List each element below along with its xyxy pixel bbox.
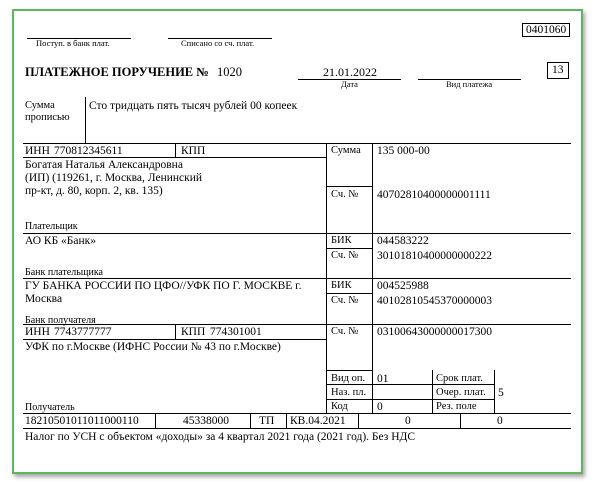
grid-line bbox=[286, 413, 287, 428]
payer-bank-account-label: Сч. № bbox=[331, 250, 359, 261]
payer-account: 40702810400000001111 bbox=[377, 189, 491, 201]
payee-name: УФК по г.Москве (ИФНС России № 43 по г.Москве) bbox=[25, 341, 281, 353]
payer-account-label: Сч. № bbox=[331, 189, 359, 200]
tax-doc-number: 0 bbox=[405, 415, 411, 427]
grid-line bbox=[23, 278, 571, 279]
payer-bank-label: Банк плательщика bbox=[25, 267, 103, 278]
grid-line bbox=[23, 413, 571, 414]
status-code: 13 bbox=[552, 64, 564, 76]
amount-words-label-1: Сумма bbox=[25, 100, 55, 111]
payee-inn-label: ИНН bbox=[25, 326, 50, 338]
received-label: Поступ. в банк плат. bbox=[36, 38, 110, 48]
grid-line bbox=[326, 248, 372, 249]
grid-line bbox=[23, 324, 571, 325]
payee-kpp-label: КПП bbox=[181, 326, 206, 338]
grid-line bbox=[358, 413, 359, 428]
payee-account-label: Сч. № bbox=[331, 326, 359, 337]
grid-line bbox=[23, 143, 571, 144]
tax-period: КВ.04.2021 bbox=[290, 415, 346, 427]
payee-bank-label: Банк получателя bbox=[25, 315, 96, 326]
amount-value: 135 000-00 bbox=[377, 145, 430, 157]
document-date: 21.01.2022 bbox=[323, 65, 377, 79]
payer-name-line: Богатая Наталья Александровна bbox=[25, 159, 183, 171]
date-label: Дата bbox=[341, 79, 358, 89]
payee-account: 03100643000000017300 bbox=[377, 326, 492, 338]
code-label: Код bbox=[331, 401, 348, 412]
oktmo: 45338000 bbox=[183, 415, 229, 427]
grid-line bbox=[494, 370, 495, 413]
code: 0 bbox=[377, 401, 383, 413]
priority: 5 bbox=[498, 387, 504, 399]
amount-words-divider bbox=[85, 97, 86, 143]
form-code: 0401060 bbox=[526, 24, 567, 36]
payer-name-line: пр-кт, д. 80, корп. 2, кв. 135) bbox=[25, 185, 163, 197]
amount-label: Сумма bbox=[331, 145, 361, 156]
payee-bank-bik: 004525988 bbox=[377, 280, 429, 292]
priority-label: Очер. плат. bbox=[436, 387, 486, 398]
payer-kpp-label: КПП bbox=[181, 145, 206, 157]
op-type: 01 bbox=[377, 373, 389, 385]
document-title: ПЛАТЕЖНОЕ ПОРУЧЕНИЕ № bbox=[25, 65, 209, 79]
tax-doc-date: 0 bbox=[497, 415, 503, 427]
payee-bank-name-line: ГУ БАНКА РОССИИ ПО ЦФО//УФК ПО Г. МОСКВЕ г. bbox=[25, 280, 302, 292]
payee-label: Получатель bbox=[25, 402, 75, 413]
purpose-code-label: Наз. пл. bbox=[331, 387, 367, 398]
grid-line bbox=[155, 413, 156, 428]
payer-bank-account: 30101810400000000222 bbox=[377, 250, 492, 262]
op-type-label: Вид оп. bbox=[331, 373, 366, 384]
payee-kpp: 774301001 bbox=[210, 326, 262, 338]
grid-line bbox=[250, 413, 251, 428]
grid-line bbox=[23, 339, 326, 340]
payee-bank-account-label: Сч. № bbox=[331, 295, 359, 306]
grid-line bbox=[326, 399, 432, 400]
grid-line bbox=[432, 370, 433, 413]
kbk: 18210501011011000110 bbox=[25, 415, 139, 427]
payee-inn: 7743777777 bbox=[54, 326, 112, 338]
tax-basis: ТП bbox=[259, 415, 275, 427]
payee-bank-account: 40102810545370000003 bbox=[377, 295, 492, 307]
reserve-label: Рез. поле bbox=[436, 401, 477, 412]
payee-bank-bik-label: БИК bbox=[331, 280, 352, 291]
payer-bank-bik: 044583222 bbox=[377, 235, 429, 247]
grid-line bbox=[175, 143, 176, 157]
payment-purpose: Налог по УСН с объектом «доходы» за 4 квартал 2021 года (2021 год). Без НДС bbox=[25, 431, 416, 443]
grid-line bbox=[326, 370, 372, 371]
debited-label: Списано со сч. плат. bbox=[181, 38, 255, 48]
term-label: Срок плат. bbox=[436, 373, 483, 384]
payment-type-label: Вид платежа bbox=[446, 79, 493, 89]
amount-words-label-2: прописью bbox=[25, 112, 70, 123]
payee-bank-name-line: Москва bbox=[25, 293, 63, 305]
grid-line bbox=[175, 324, 176, 339]
payer-bank-bik-label: БИК bbox=[331, 235, 352, 246]
payer-bank-name: АО КБ «Банк» bbox=[25, 235, 97, 247]
grid-line bbox=[23, 233, 571, 234]
amount-words-value: Сто тридцать пять тысяч рублей 00 копеек bbox=[89, 100, 298, 112]
grid-line bbox=[432, 399, 494, 400]
grid-line bbox=[23, 428, 571, 429]
payer-inn: 770812345611 bbox=[54, 145, 123, 157]
payer-name-line: (ИП) (119261, г. Москва, Ленинский bbox=[25, 172, 203, 184]
grid-line bbox=[460, 413, 461, 428]
grid-line bbox=[326, 186, 372, 187]
document-number: 1020 bbox=[217, 65, 242, 79]
payer-label: Плательщик bbox=[25, 221, 78, 232]
grid-line bbox=[326, 293, 372, 294]
payer-inn-label: ИНН bbox=[25, 145, 50, 157]
